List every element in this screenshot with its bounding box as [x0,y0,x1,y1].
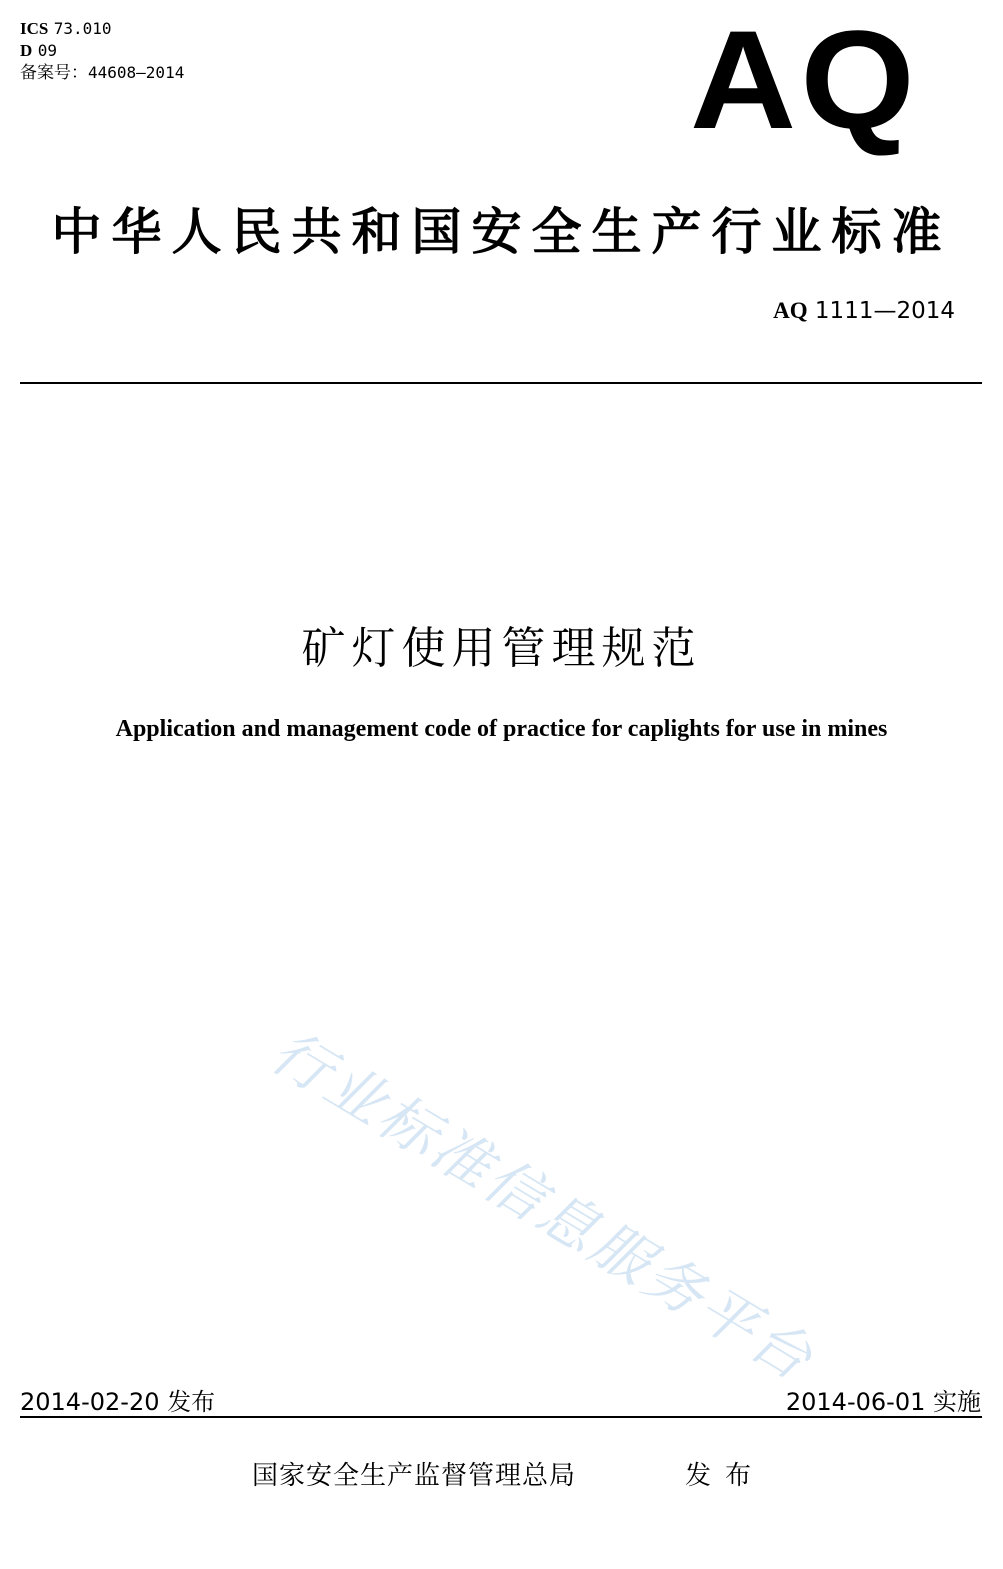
ics-code: 73.010 [53,19,112,38]
class-line [20,40,184,62]
aq-logo: AQ [690,1,919,158]
record-label: 备案号： [20,63,88,83]
title-chinese: 矿灯使用管理规范 [301,623,702,674]
issuer: 国家安全生产监督管理总局 [252,1461,577,1491]
issue-label: 发布 [685,1461,766,1491]
implement-label: 实施 [933,1388,981,1416]
ics-label: ICS [20,19,49,38]
class-label: D [20,41,33,60]
implement-date-block [786,1382,981,1417]
record-line [20,62,184,84]
record-code: 44608—2014 [88,63,185,82]
standard-number [773,298,955,324]
implement-date: 2014-06-01 [785,1388,926,1416]
watermark: 行业标准信息服务平台 [259,1017,827,1395]
publish-date-block [20,1382,215,1417]
footer-divider [20,1416,982,1418]
classification-block [20,18,184,84]
class-code: 09 [37,41,57,60]
publish-date: 2014-02-20 [20,1388,160,1416]
header-divider [20,382,982,384]
ics-line [20,18,184,40]
standard-prefix: AQ [773,298,808,323]
standard-code: 1111—2014 [814,298,955,324]
title-english: Application and management code of practice for caplights for use in mines [115,716,888,742]
publish-label: 发布 [167,1388,216,1416]
organization-title: 中华人民共和国安全生产行业标准 [51,203,952,261]
